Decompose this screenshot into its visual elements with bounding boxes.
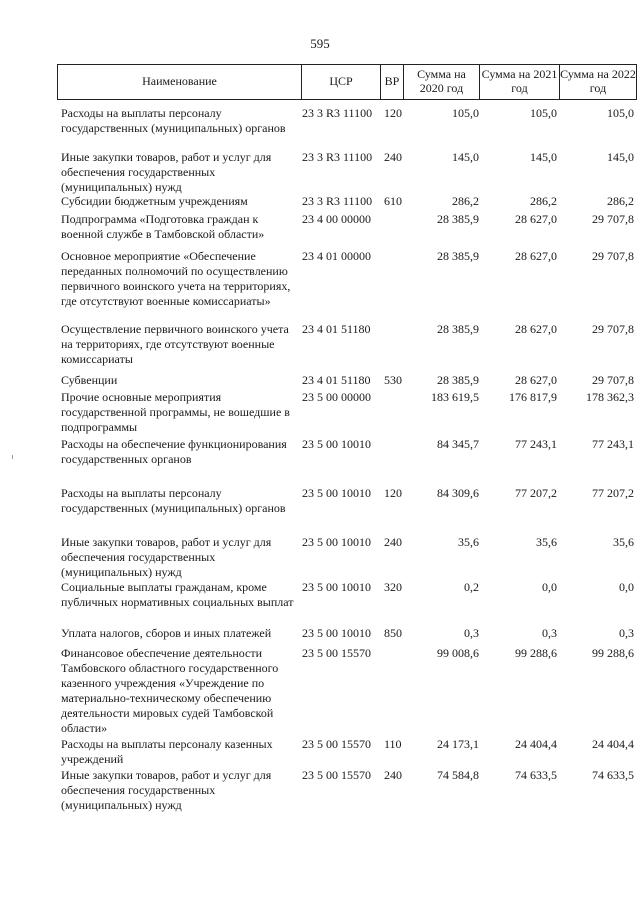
row-name: Иные закупки товаров, работ и услуг для обеспечения государственных (муниципальных) нужд [61,150,272,194]
row-name: Прочие основные мероприятия государственной программы, не вошедшие в подпрограммы [61,390,290,434]
table-header [57,64,637,100]
row-name: Расходы на выплаты персоналу государственных (муниципальных) органов [61,106,286,135]
row-csr: 23 5 00 15570 [302,768,371,782]
row-sum-2021: 0,3 [542,626,557,640]
row-vr: 240 [384,768,402,782]
row-sum-2020: 145,0 [452,150,479,164]
margin-mark [12,455,13,459]
row-sum-2021: 99 288,6 [515,646,557,660]
row-name: Осуществление первичного воинского учета на территориях, где отсутствуют военные комиссариаты [61,322,289,366]
row-csr: 23 5 00 00000 [302,390,371,404]
row-csr: 23 5 00 15570 [302,646,371,660]
row-sum-2020: 28 385,9 [437,249,479,263]
row-sum-2020: 0,2 [464,580,479,594]
header-vr: ВР [380,65,403,99]
row-csr: 23 5 00 10010 [302,580,371,594]
row-sum-2022: 35,6 [613,535,634,549]
row-csr: 23 4 01 51180 [302,373,371,387]
row-sum-2022: 29 707,8 [592,249,634,263]
row-csr: 23 4 00 00000 [302,212,371,226]
row-sum-2022: 24 404,4 [592,737,634,751]
row-csr: 23 5 00 10010 [302,535,371,549]
row-name: Иные закупки товаров, работ и услуг для обеспечения государственных (муниципальных) нужд [61,768,272,812]
row-sum-2022: 105,0 [607,106,634,120]
row-sum-2022: 286,2 [607,194,634,208]
row-name: Финансовое обеспечение деятельности Тамбовского областного государственного казенного учреждения «Учреждение по материально-техническому обеспечению деятельности мировых судей Тамбовской области» [61,646,279,735]
row-sum-2020: 28 385,9 [437,322,479,336]
row-csr: 23 4 01 00000 [302,249,371,263]
row-csr: 23 5 00 10010 [302,437,371,451]
row-sum-2020: 24 173,1 [437,737,479,751]
row-vr: 120 [384,106,402,120]
row-sum-2022: 29 707,8 [592,212,634,226]
row-sum-2022: 77 207,2 [592,486,634,500]
row-sum-2021: 77 207,2 [515,486,557,500]
row-csr: 23 5 00 10010 [302,486,371,500]
row-vr: 850 [384,626,402,640]
row-sum-2020: 35,6 [458,535,479,549]
row-sum-2020: 28 385,9 [437,373,479,387]
row-name: Субвенции [61,373,118,387]
row-name: Основное мероприятие «Обеспечение переданных полномочий по осуществлению первичного воинского учета на территориях, где отсутствуют военные комиссариаты» [61,249,291,308]
row-sum-2021: 286,2 [530,194,557,208]
row-sum-2021: 28 627,0 [515,212,557,226]
row-sum-2022: 0,0 [619,580,634,594]
row-sum-2020: 84 345,7 [437,437,479,451]
row-sum-2021: 74 633,5 [515,768,557,782]
row-csr: 23 3 R3 11100 [302,106,373,120]
row-sum-2022: 29 707,8 [592,373,634,387]
row-csr: 23 4 01 51180 [302,322,371,336]
row-name: Расходы на обеспечение функционирования государственных органов [61,437,287,466]
row-name: Расходы на выплаты персоналу государственных (муниципальных) органов [61,486,286,515]
row-sum-2021: 28 627,0 [515,373,557,387]
row-sum-2020: 286,2 [452,194,479,208]
row-vr: 240 [384,150,402,164]
row-sum-2021: 77 243,1 [515,437,557,451]
row-name: Уплата налогов, сборов и иных платежей [61,626,272,640]
row-sum-2020: 74 584,8 [437,768,479,782]
header-csr: ЦСР [301,65,380,99]
header-sum-2020: Сумма на 2020 год [403,65,479,99]
row-sum-2022: 178 362,3 [586,390,634,404]
row-sum-2021: 28 627,0 [515,249,557,263]
row-vr: 530 [384,373,402,387]
row-name: Социальные выплаты гражданам, кроме публичных нормативных социальных выплат [61,580,294,609]
row-sum-2021: 0,0 [542,580,557,594]
row-name: Субсидии бюджетным учреждениям [61,194,248,208]
header-name: Наименование [142,74,217,89]
row-sum-2021: 176 817,9 [509,390,557,404]
row-name: Иные закупки товаров, работ и услуг для обеспечения государственных (муниципальных) нужд [61,535,272,579]
row-csr: 23 5 00 10010 [302,626,371,640]
row-sum-2020: 183 619,5 [431,390,479,404]
header-sum-2021: Сумма на 2021 год [479,65,559,99]
row-name: Расходы на выплаты персоналу казенных учреждений [61,737,273,766]
row-sum-2021: 145,0 [530,150,557,164]
row-sum-2020: 84 309,6 [437,486,479,500]
row-vr: 110 [384,737,402,751]
row-vr: 120 [384,486,402,500]
row-sum-2021: 24 404,4 [515,737,557,751]
row-vr: 610 [384,194,402,208]
row-sum-2021: 35,6 [536,535,557,549]
row-name: Подпрограмма «Подготовка граждан к военной службе в Тамбовской области» [61,212,265,241]
row-sum-2022: 145,0 [607,150,634,164]
row-sum-2021: 28 627,0 [515,322,557,336]
row-csr: 23 3 R3 11100 [302,150,373,164]
row-sum-2020: 105,0 [452,106,479,120]
row-sum-2022: 99 288,6 [592,646,634,660]
page-number: 595 [310,36,330,51]
row-sum-2020: 28 385,9 [437,212,479,226]
header-sum-2022: Сумма на 2022 год [559,65,636,99]
row-sum-2021: 105,0 [530,106,557,120]
row-vr: 320 [384,580,402,594]
row-sum-2022: 74 633,5 [592,768,634,782]
row-csr: 23 3 R3 11100 [302,194,373,208]
row-vr: 240 [384,535,402,549]
row-sum-2022: 29 707,8 [592,322,634,336]
row-csr: 23 5 00 15570 [302,737,371,751]
row-sum-2020: 0,3 [464,626,479,640]
row-sum-2022: 0,3 [619,626,634,640]
row-sum-2022: 77 243,1 [592,437,634,451]
row-sum-2020: 99 008,6 [437,646,479,660]
